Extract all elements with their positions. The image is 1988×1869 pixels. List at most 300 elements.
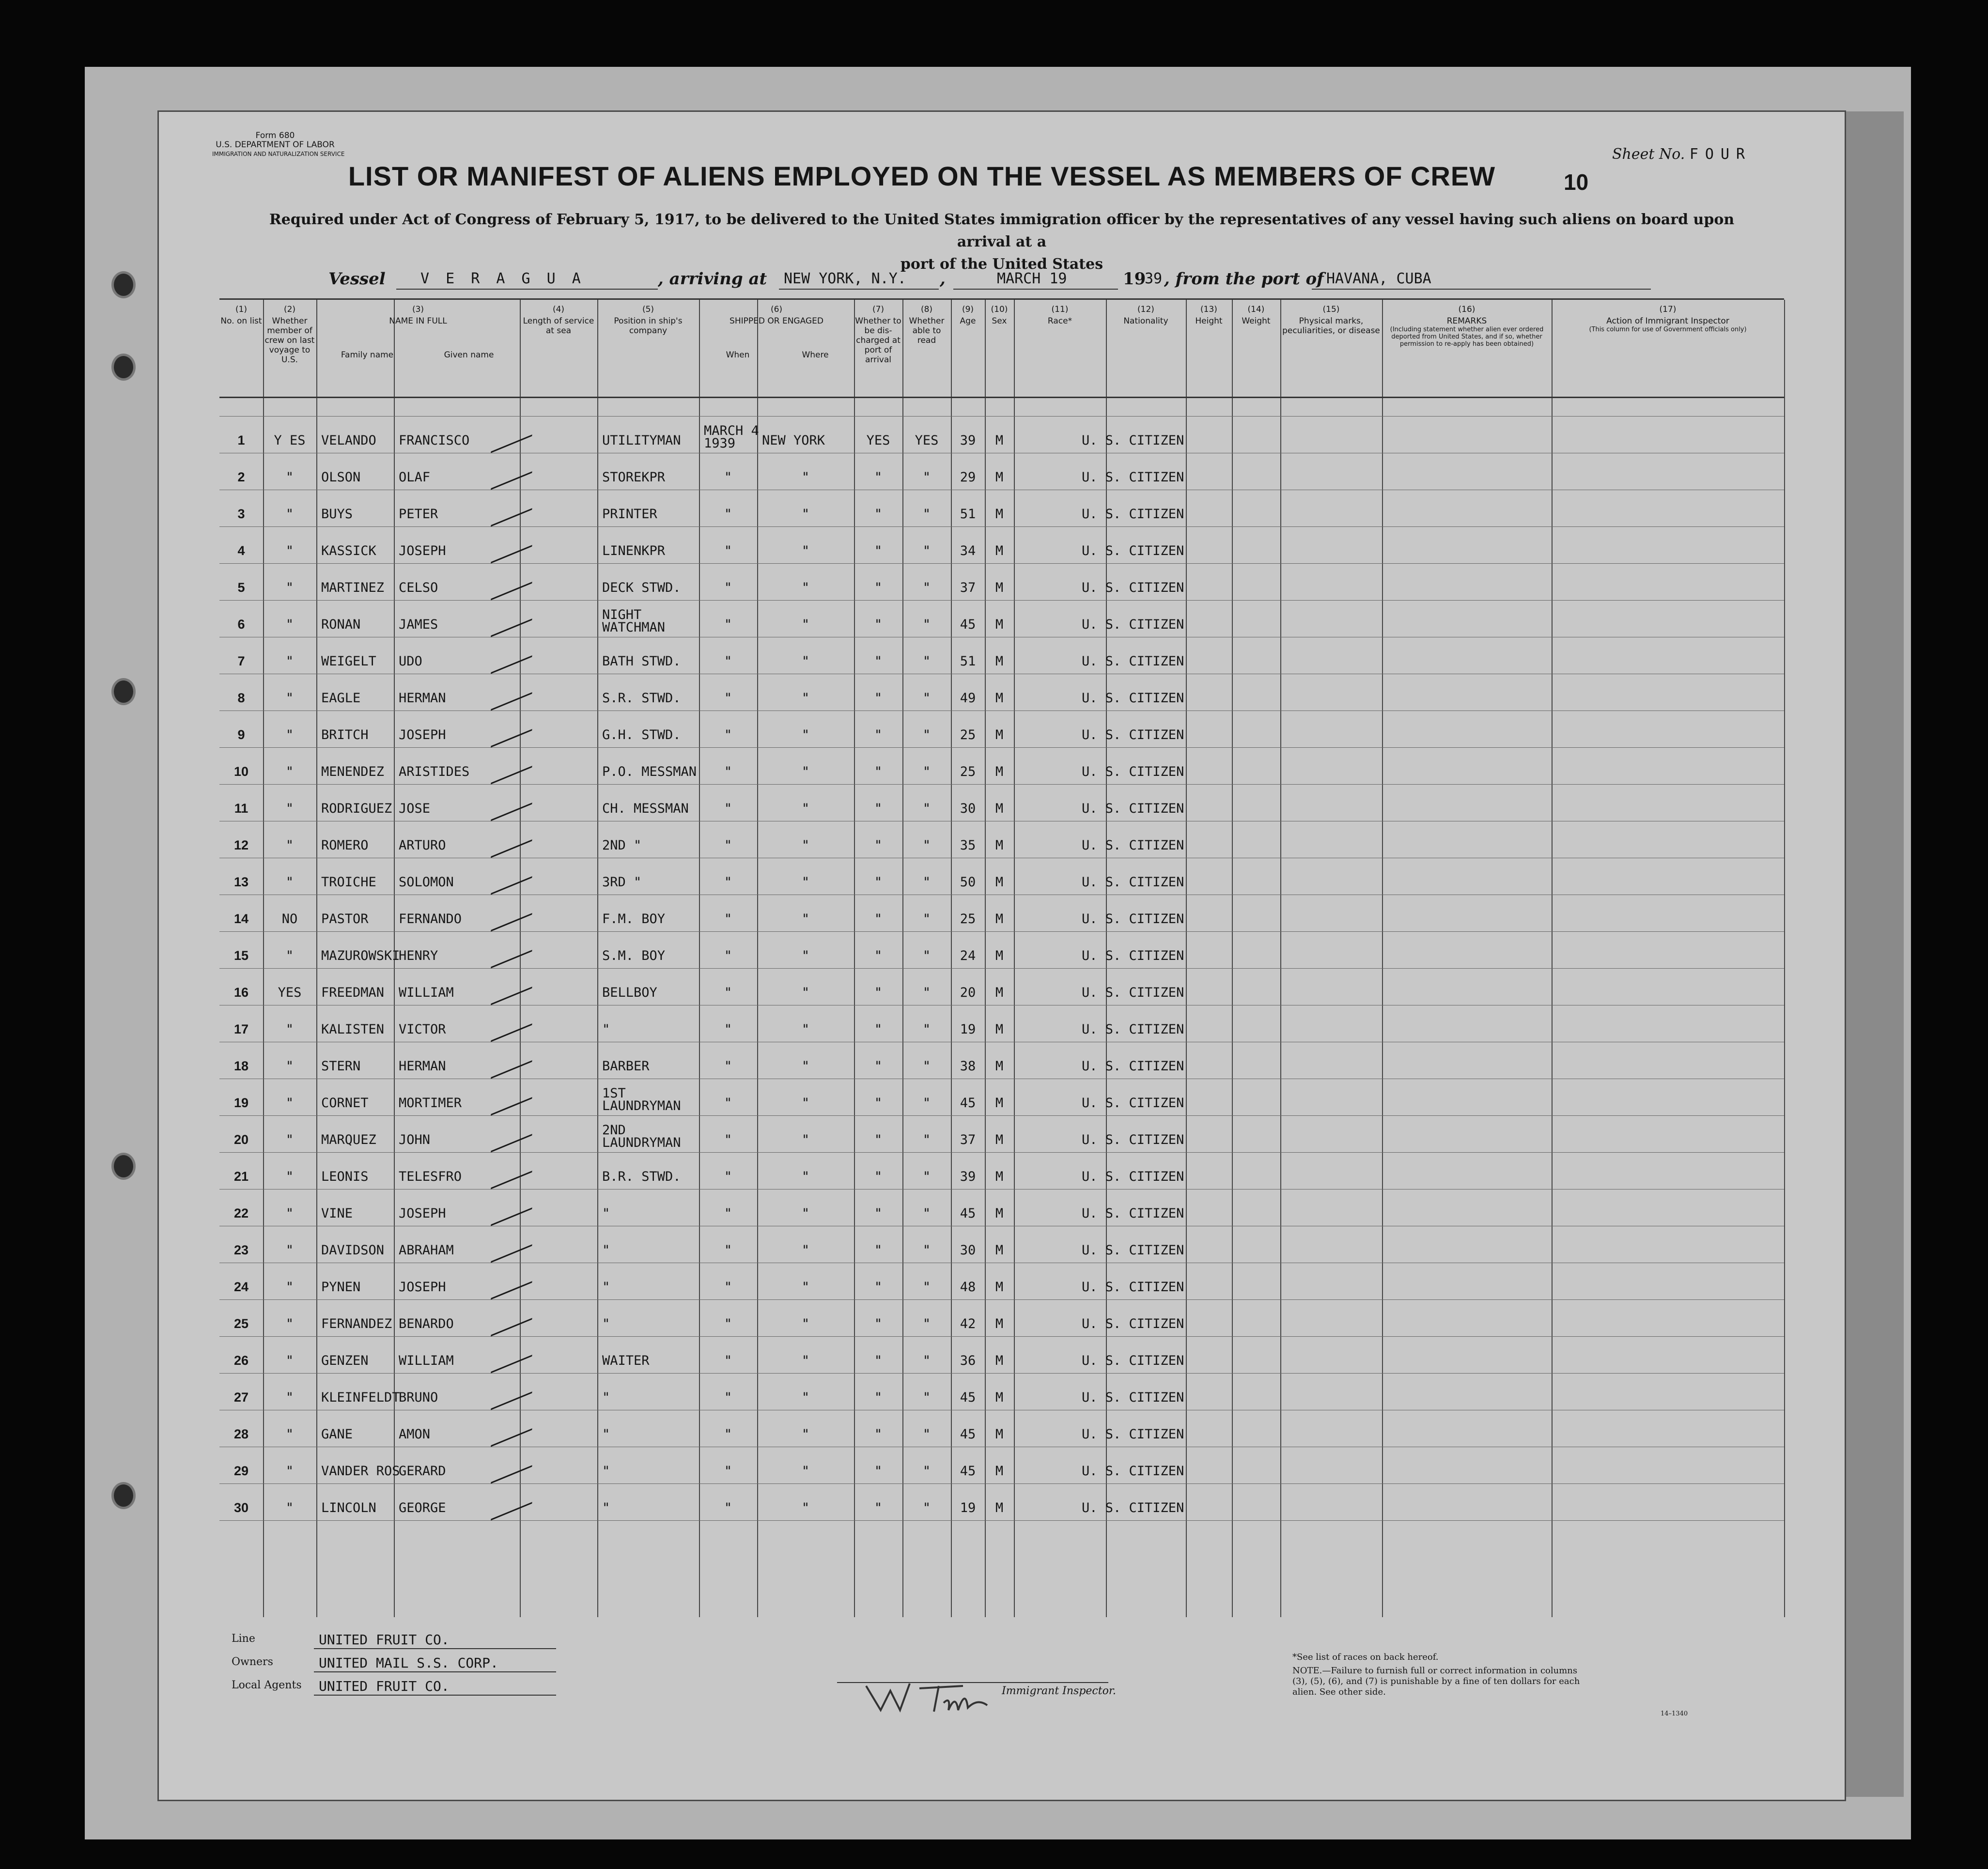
shipped-when: " [724,543,732,558]
shipped-where: " [801,470,810,485]
shipped-when: " [724,1464,732,1479]
shipped-where: " [801,1316,810,1331]
discharged: " [874,1022,883,1037]
column-label: No. on list [220,316,262,326]
discharged: " [874,507,883,522]
shipped-where: NEW YORK [762,433,825,448]
binder-hole [111,678,136,705]
column-label: NAME IN FULL [389,316,447,326]
sex: M [995,1427,1004,1442]
given-name: ABRAHAM [399,1243,454,1258]
check-mark [491,749,534,784]
given-name: PETER [399,507,438,522]
given-name: CELSO [399,580,438,595]
check-mark [491,1338,534,1373]
row-number: 22 [233,1206,249,1220]
row-number: 8 [237,691,245,705]
nationality: U. S. CITIZEN [1082,1059,1184,1074]
position: BELLBOY [602,985,657,1000]
given-name: BENARDO [399,1316,454,1331]
previous-voyage: " [285,507,294,522]
shipped-where: " [801,507,810,522]
shipped-when: " [724,1132,732,1147]
check-mark [491,454,534,490]
discharged: " [874,580,883,595]
column-header [699,305,854,360]
family-name: OLSON [321,470,361,485]
row-divider [219,1520,1784,1521]
discharged: " [874,985,883,1000]
age: 37 [960,1132,976,1147]
table-row [219,1447,1784,1483]
column-label: Height [1195,316,1223,326]
discharged: " [874,470,883,485]
column-header [951,305,985,326]
vessel-underline [396,289,658,290]
row-number: 4 [237,543,245,558]
table-row [219,1079,1784,1115]
discharged: " [874,1353,883,1368]
nationality: U. S. CITIZEN [1082,1390,1184,1405]
line-value: UNITED FRUIT CO. [319,1632,450,1648]
given-name: OLAF [399,470,431,485]
previous-voyage: YES [278,985,302,1000]
able-to-read: " [922,1243,931,1258]
previous-voyage: " [285,1059,294,1074]
sex: M [995,1390,1004,1405]
age: 49 [960,691,976,706]
family-name: RODRIGUEZ [321,801,392,816]
position: NIGHT WATCHMAN [602,607,666,635]
form-id-line: IMMIGRATION AND NATURALIZATION SERVICE [212,151,345,157]
arriving-underline [779,289,939,290]
previous-voyage: " [285,764,294,779]
check-mark [491,638,534,674]
age: 25 [960,764,976,779]
sex: M [995,1243,1004,1258]
shipped-where: " [801,1390,810,1405]
sex: M [995,911,1004,927]
column-number: (2) [283,305,296,314]
nationality: U. S. CITIZEN [1082,727,1184,742]
shipped-where: " [801,911,810,927]
check-mark [491,859,534,895]
column-number: (1) [235,305,248,314]
nationality: U. S. CITIZEN [1082,1427,1184,1442]
able-to-read: " [922,875,931,890]
nationality: U. S. CITIZEN [1082,654,1184,669]
row-number: 26 [233,1353,249,1368]
nationality: U. S. CITIZEN [1082,617,1184,632]
family-name: LINCOLN [321,1500,376,1515]
shipped-when: " [724,654,732,669]
given-name: ARTURO [399,838,446,853]
shipped-where: " [801,985,810,1000]
previous-voyage: " [285,470,294,485]
vessel-info: Vessel V E R A G U A , arriving at NEW YORK, N.Y. , MARCH 19 19 39 , from the port of HAVANA, CUBA [328,269,1782,293]
family-name: EAGLE [321,691,361,706]
previous-voyage: " [285,1500,294,1515]
nationality: U. S. CITIZEN [1082,1243,1184,1258]
check-mark [491,491,534,526]
sex: M [995,764,1004,779]
able-to-read: " [922,985,931,1000]
sex: M [995,617,1004,632]
able-to-read: " [922,1427,931,1442]
previous-voyage: " [285,1132,294,1147]
age: 25 [960,911,976,927]
fine-note: NOTE.—Failure to furnish full or correct information in columns (3), (5), (6), and (7) is punishable by a fine of ten dollars for each alien. See other side. [1292,1666,1580,1697]
shipped-when: " [724,985,732,1000]
shipped-when: " [724,948,732,963]
position: " [602,1390,610,1405]
age: 48 [960,1280,976,1295]
check-mark [491,417,534,453]
nationality: U. S. CITIZEN [1082,948,1184,963]
shipped-where: " [801,1243,810,1258]
shipped-when: " [724,875,732,890]
discharged: " [874,1316,883,1331]
check-mark [491,1154,534,1189]
given-name: WILLIAM [399,985,454,1000]
given-name: JOSEPH [399,727,446,742]
manifest-footer [232,1628,1782,1773]
row-number: 5 [237,580,245,595]
position: WAITER [602,1353,650,1368]
agents-underline [314,1695,556,1696]
age: 35 [960,838,976,853]
position: " [602,1464,610,1479]
given-name: FERNANDO [399,911,462,927]
previous-voyage: " [285,580,294,595]
age: 24 [960,948,976,963]
discharged: " [874,1427,883,1442]
age: 45 [960,1390,976,1405]
column-label: Age [960,316,976,326]
document-subtitle [246,209,1757,276]
given-name: HERMAN [399,691,446,706]
discharged: " [874,1464,883,1479]
shipped-when: " [724,764,732,779]
column-header [1382,305,1552,348]
family-name: GENZEN [321,1353,369,1368]
given-name: FRANCISCO [399,433,470,448]
discharged: " [874,1206,883,1221]
year-prefix: 19 [1123,269,1146,289]
table-row [219,526,1784,563]
family-name: DAVIDSON [321,1243,385,1258]
table-row [219,490,1784,526]
row-number: 25 [233,1316,249,1331]
row-number: 13 [233,875,249,889]
position: " [602,1243,610,1258]
nationality: U. S. CITIZEN [1082,1206,1184,1221]
age: 38 [960,1059,976,1074]
table-row [219,1299,1784,1336]
check-mark [491,528,534,563]
column-header [1186,305,1232,326]
sex: M [995,948,1004,963]
check-mark [491,1080,534,1115]
shipped-where: " [801,1059,810,1074]
sex: M [995,1353,1004,1368]
sex: M [995,1059,1004,1074]
check-mark [491,970,534,1005]
column-subheader: Given name [444,350,494,360]
binder-hole [111,354,136,381]
discharged: " [874,1500,883,1515]
able-to-read: " [922,1280,931,1295]
owners-underline [314,1671,556,1672]
nationality: U. S. CITIZEN [1082,911,1184,927]
check-mark [491,1485,534,1520]
row-number: 14 [233,911,249,926]
arriving-label: , arriving at [658,269,767,289]
age: 45 [960,1464,976,1479]
age: 30 [960,801,976,816]
able-to-read: " [922,1464,931,1479]
check-mark [491,602,534,637]
row-number: 28 [233,1427,249,1441]
check-mark [491,1227,534,1263]
column-label: Position in ship's company [614,316,683,336]
position: " [602,1500,610,1515]
family-name: FERNANDEZ [321,1316,392,1331]
table-row [219,931,1784,968]
age: 29 [960,470,976,485]
shipped-when: " [724,1427,732,1442]
able-to-read: " [922,838,931,853]
age: 45 [960,1206,976,1221]
shipped-when: " [724,1390,732,1405]
column-divider [1784,300,1785,1617]
able-to-read: " [922,727,931,742]
nationality: U. S. CITIZEN [1082,1500,1184,1515]
family-name: MARTINEZ [321,580,385,595]
shipped-where: " [801,1464,810,1479]
able-to-read: " [922,1169,931,1184]
line-underline [314,1648,556,1649]
column-header [219,305,263,326]
shipped-where: " [801,801,810,816]
discharged: " [874,1280,883,1295]
able-to-read: " [922,1059,931,1074]
table-row [219,1410,1784,1447]
given-name: JOHN [399,1132,431,1147]
discharged: " [874,691,883,706]
check-mark [491,1190,534,1226]
check-mark [491,1301,534,1336]
table-row [219,453,1784,490]
row-number: 21 [233,1169,249,1184]
nationality: U. S. CITIZEN [1082,543,1184,558]
age: 45 [960,617,976,632]
nationality: U. S. CITIZEN [1082,985,1184,1000]
shipped-where: " [801,1169,810,1184]
table-row [219,968,1784,1005]
able-to-read: " [922,1132,931,1147]
discharged: " [874,838,883,853]
discharged: " [874,1243,883,1258]
nationality: U. S. CITIZEN [1082,764,1184,779]
previous-voyage: " [285,838,294,853]
column-subheader: (Including statement whether alien ever ordered deported from United States, and if so, whether permission to re-apply has been obtained) [1390,326,1544,348]
given-name: ARISTIDES [399,764,470,779]
discharged: " [874,801,883,816]
able-to-read: " [922,1316,931,1331]
subtitle-line: Required under Act of Congress of February 5, 1917, to be delivered to the United States immigration officer by the representatives of any vessel having such aliens on board upon arrival at a [269,211,1735,250]
row-number: 2 [237,470,245,484]
page-number: 10 [1564,170,1589,195]
column-subheaders [699,350,854,360]
age: 34 [960,543,976,558]
discharged: " [874,875,883,890]
column-number: (6) [770,305,783,314]
form-identifier [212,131,345,159]
family-name: FREEDMAN [321,985,385,1000]
arrival-date: MARCH 19 [997,270,1067,287]
shipped-where: " [801,1096,810,1111]
column-header [1280,305,1382,336]
manifest-sheet [157,110,1846,1801]
shipped-when: " [724,617,732,632]
origin-underline [1312,289,1651,290]
age: 37 [960,580,976,595]
agents-value: UNITED FRUIT CO. [319,1678,450,1694]
nationality: U. S. CITIZEN [1082,691,1184,706]
position: " [602,1280,610,1295]
shipped-when: " [724,911,732,927]
check-mark [491,1375,534,1410]
sex: M [995,985,1004,1000]
family-name: LEONIS [321,1169,369,1184]
previous-voyage: " [285,1427,294,1442]
position: 1ST LAUNDRYMAN [602,1086,681,1113]
discharged: " [874,1169,883,1184]
able-to-read: " [922,1206,931,1221]
column-subheader: Where [802,350,829,360]
position: 3RD " [602,875,642,890]
position: F.M. BOY [602,911,666,927]
able-to-read: " [922,764,931,779]
position: DECK STWD. [602,580,681,595]
row-number: 12 [233,838,249,852]
position: B.R. STWD. [602,1169,681,1184]
column-label: Whether to be dis-charged at port of arrival [855,316,901,365]
position: " [602,1427,610,1442]
column-label: Length of service at sea [523,316,594,336]
able-to-read: " [922,617,931,632]
row-number: 18 [233,1059,249,1073]
shipped-when: " [724,1316,732,1331]
table-row [219,784,1784,821]
column-header [520,305,597,336]
family-name: MAZUROWSKI [321,948,400,963]
given-name: JAMES [399,617,438,632]
sex: M [995,691,1004,706]
shipped-when: " [724,1096,732,1111]
column-number: (11) [1051,305,1069,314]
nationality: U. S. CITIZEN [1082,470,1184,485]
discharged: " [874,1390,883,1405]
able-to-read: YES [915,433,939,448]
nationality: U. S. CITIZEN [1082,1316,1184,1331]
row-number: 3 [237,507,245,521]
shipped-when: " [724,1206,732,1221]
row-number: 15 [233,948,249,963]
given-name: HENRY [399,948,438,963]
position: UTILITYMAN [602,433,681,448]
column-label: Race* [1047,316,1072,326]
position: LINENKPR [602,543,666,558]
column-header [902,305,951,345]
previous-voyage: " [285,1280,294,1295]
previous-voyage: NO [281,911,298,927]
header-divider [219,397,1784,398]
check-mark [491,786,534,821]
given-name: BRUNO [399,1390,438,1405]
sex: M [995,838,1004,853]
able-to-read: " [922,691,931,706]
column-label: Whether member of crew on last voyage to U.S. [264,316,315,365]
discharged: " [874,543,883,558]
column-number: (16) [1458,305,1475,314]
sex: M [995,543,1004,558]
nationality: U. S. CITIZEN [1082,433,1184,448]
discharged: " [874,911,883,927]
family-name: VELANDO [321,433,376,448]
shipped-when: " [724,1059,732,1074]
from-port-label: , from the port of [1164,269,1324,289]
shipped-where: " [801,617,810,632]
previous-voyage: " [285,543,294,558]
shipped-when: " [724,580,732,595]
shipped-when: " [724,838,732,853]
binder-hole [111,271,136,298]
shipped-where: " [801,838,810,853]
shipped-where: " [801,1280,810,1295]
given-name: TELESFRO [399,1169,462,1184]
nationality: U. S. CITIZEN [1082,838,1184,853]
column-header [263,305,316,365]
shipped-where: " [801,875,810,890]
age: 19 [960,1022,976,1037]
shipped-where: " [801,1353,810,1368]
family-name: BUYS [321,507,353,522]
sex: M [995,470,1004,485]
shipped-where: " [801,1132,810,1147]
sex: M [995,1132,1004,1147]
discharged: " [874,1059,883,1074]
shipped-when: " [724,1243,732,1258]
sex: M [995,801,1004,816]
agents-label: Local Agents [232,1679,302,1691]
row-number: 16 [233,985,249,1000]
column-number: (10) [991,305,1008,314]
column-subheader: Family name [341,350,394,360]
family-name: RONAN [321,617,361,632]
nationality: U. S. CITIZEN [1082,875,1184,890]
column-header [597,305,699,336]
sheet-number-value: FOUR [1689,146,1752,163]
column-header [1552,305,1784,333]
check-mark [491,1448,534,1483]
row-number: 7 [237,654,245,668]
shipped-where: " [801,543,810,558]
column-subheader: (This column for use of Government officials only) [1589,326,1747,333]
form-id-line: Form 680 [255,131,295,140]
discharged: " [874,764,883,779]
